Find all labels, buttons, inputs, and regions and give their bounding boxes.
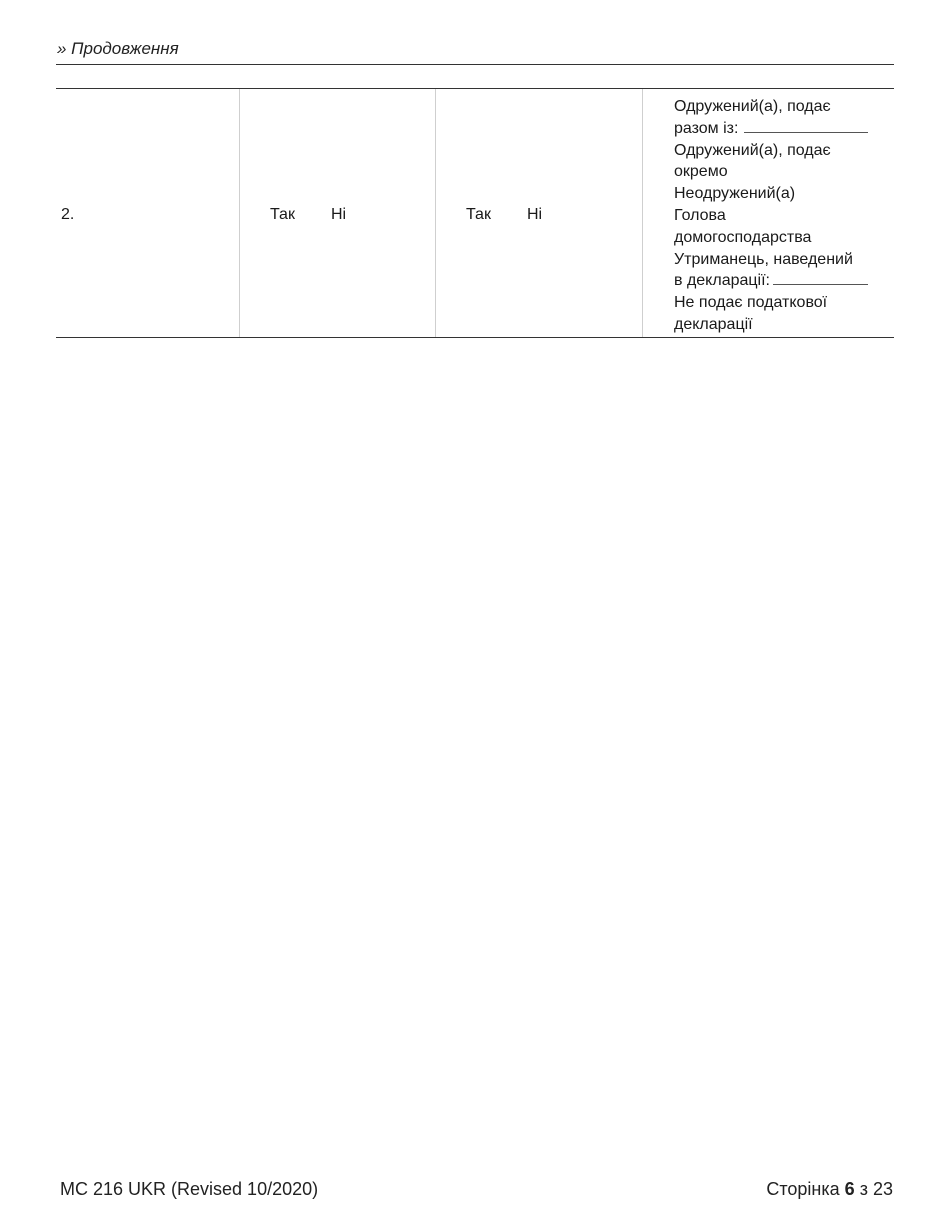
page-indicator: Сторінка 6 з 23 [766, 1179, 893, 1199]
no-option[interactable]: Ні [526, 206, 543, 223]
yes-option[interactable]: Так [270, 206, 295, 223]
filing-status-options [674, 96, 886, 336]
status-no-return[interactable]: Не подає податкової декларації [674, 294, 828, 333]
status-married-separate[interactable]: Одружений(а), подає окремо [674, 141, 831, 181]
row-number-cell [56, 89, 239, 337]
yes-option[interactable]: Так [466, 206, 491, 223]
no-option[interactable]: Ні [330, 206, 347, 223]
page-total: 23 [872, 1179, 893, 1199]
row-number: 2. [61, 206, 75, 223]
household-table [56, 88, 894, 338]
header-divider [56, 64, 894, 65]
yes-no-cell-1 [239, 89, 435, 337]
status-dependent[interactable]: Утриманець, наведений в декларації: [674, 249, 886, 293]
yes-no-cell-2 [435, 89, 642, 337]
dependent-of-blank[interactable] [773, 272, 868, 285]
filing-status-cell [642, 89, 894, 337]
status-head-of-household[interactable]: Голова домогосподарства [674, 206, 812, 246]
joint-spouse-blank[interactable] [744, 120, 868, 133]
status-married-joint[interactable]: Одружений(а), подає разом із: [674, 96, 886, 140]
continuation-label: » Продовження [57, 39, 179, 58]
form-id: MC 216 UKR (Revised 10/2020) [60, 1179, 319, 1199]
page-current: 6 [844, 1179, 855, 1199]
status-unmarried[interactable]: Неодружений(а) [674, 185, 796, 203]
